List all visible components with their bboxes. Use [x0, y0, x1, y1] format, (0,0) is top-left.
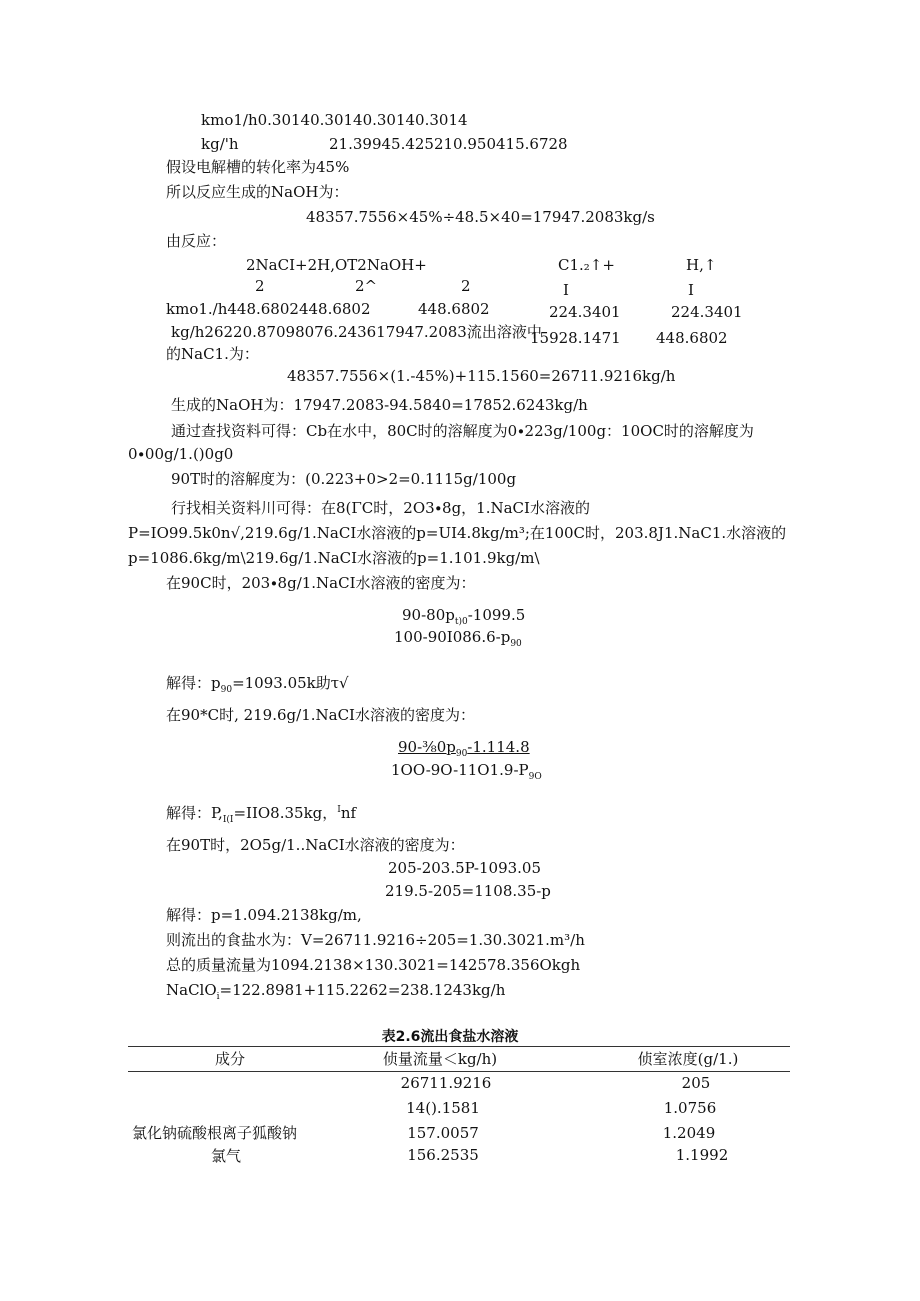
equation: 48357.7556×45%÷48.5×40=17947.2083kg∕s [306, 208, 655, 226]
text-line: 15928.1471 [530, 329, 621, 347]
interpolation-equation: 219.5-205=1108.35-p [385, 882, 551, 900]
table-header: 成分 [214, 1050, 246, 1068]
table-cell-name: 氯气 [210, 1147, 242, 1165]
text-line: 通过查找资料可得：Cb在水中，80C时的溶解度为0∙223g∕100g：10OC时的溶解度为 [171, 422, 754, 440]
table-cell-flow: 157.0057 [407, 1124, 479, 1142]
text-line: kmo1∕h0.30140.30140.30140.3014 [201, 111, 468, 129]
text-line: 在90*C时, 219.6g/1.NaCI水溶液的密度为： [166, 706, 475, 724]
table-cell-flow: 156.2535 [407, 1146, 479, 1164]
table-cell-conc: 1.1992 [675, 1146, 729, 1164]
text-line: 生成的NaOH为：17947.2083-94.5840=17852.6243kg/h [171, 396, 588, 414]
table-cell-flow: 26711.9216 [400, 1074, 492, 1092]
interpolation-equation: 205-203.5P-1093.05 [388, 859, 542, 877]
text-line: 0∙00g/1.()0g0 [128, 445, 234, 463]
equation: 48357.7556×(1.-45%)+115.1560=26711.9216kg∕h [287, 367, 676, 385]
coefficient: 2 [255, 277, 265, 295]
table-cell-conc: 1.2049 [662, 1124, 716, 1142]
coefficient: 2 [461, 277, 471, 295]
table-title: 表2.6流出食盐水溶液 [381, 1029, 519, 1045]
text-line: NaClO$_i$=122.8981+115.2262=238.1243kg∕h [166, 981, 506, 1002]
text-line: 的NaC1.为： [166, 345, 259, 363]
table-cell-conc: 1.0756 [663, 1099, 717, 1117]
text-line: P=IO99.5k0n√,219.6g/1.NaCI水溶液的p=UI4.8kg∕m³;在100C时，203.8J1.NaC1.水溶液的 [128, 524, 787, 542]
reaction-equation: 2NaCI+2H,OT2NaOH+ [246, 256, 427, 274]
table-header: 侦量流量＜kg∕h) [382, 1050, 498, 1068]
text-line: 所以反应生成的NaOH为： [166, 183, 349, 201]
text-line: 解得：p=1.094.2138kg∕m, [166, 906, 362, 924]
table-top-rule [128, 1046, 790, 1047]
text-line: 解得：$p_{90}=1093.05k$助τ√ [166, 674, 349, 695]
text-line: 则流出的食盐水为：V=26711.9216÷205=1.30.3021.m³∕h [166, 931, 585, 949]
text-line: 总的质量流量为1094.2138×130.3021=142578.356Okgh [166, 956, 581, 974]
table-cell-flow: 14().1581 [406, 1099, 480, 1117]
coefficient: I [563, 281, 569, 299]
reaction-product-cl2: C1.₂↑+ [558, 256, 615, 274]
table-header-rule [128, 1071, 790, 1072]
text-line: kg/h26220.87098076.243617947.2083流出溶液中 [171, 323, 542, 341]
text-line: 由反应： [166, 232, 227, 250]
text-line: 解得：$P,_{I(I}=IIO8.35kg$，$^I$nf [166, 804, 357, 825]
table-cell-name: 氯化钠硫酸根离子狐酸钠 [132, 1124, 298, 1142]
interpolation-equation: $90-80p_{t)0}-1099.5$ [402, 606, 526, 627]
text-line: kg/'h [201, 135, 239, 153]
interpolation-equation: $1OO-9O-11O1.9-P_{9O}$ [391, 761, 542, 782]
table-header: 侦室浓度(g/1.) [637, 1050, 739, 1068]
text-line: 90T时的溶解度为：(0.223+0>2=0.1115g∕100g [171, 470, 517, 488]
interpolation-equation: $90-\frac{3}{8}0p_{90}-1.114.8$ [398, 738, 530, 759]
coefficient: 2^ [355, 277, 378, 295]
text-line: 224.3401 [549, 303, 621, 321]
text-line: 假设电解槽的转化率为45% [166, 158, 350, 176]
text-line: p=1086.6kg∕m\219.6g/1.NaCI水溶液的p=1.101.9kg∕m\ [128, 549, 540, 567]
text-line: 在90C时，203∙8g∕1.NaCI水溶液的密度为： [166, 574, 476, 592]
coefficient: I [688, 281, 694, 299]
text-line: 行找相关资料川可得：在8(ΓC时，2O3∙8g，1.NaCI水溶液的 [171, 499, 590, 517]
reaction-product-h2: H,↑ [686, 256, 717, 274]
table-cell-conc: 205 [681, 1074, 711, 1092]
text-line: 在90T时，2O5g∕1..NaCI水溶液的密度为： [166, 836, 465, 854]
interpolation-equation: $100-90I086.6-p_{90}$ [394, 628, 522, 649]
text-line: 448.6802 [656, 329, 728, 347]
text-line: 448.6802 [418, 300, 490, 318]
text-line: 224.3401 [671, 303, 743, 321]
text-line: kmo1./h448.6802448.6802 [166, 300, 371, 318]
text-line: 21.39945.425210.950415.6728 [329, 135, 568, 153]
